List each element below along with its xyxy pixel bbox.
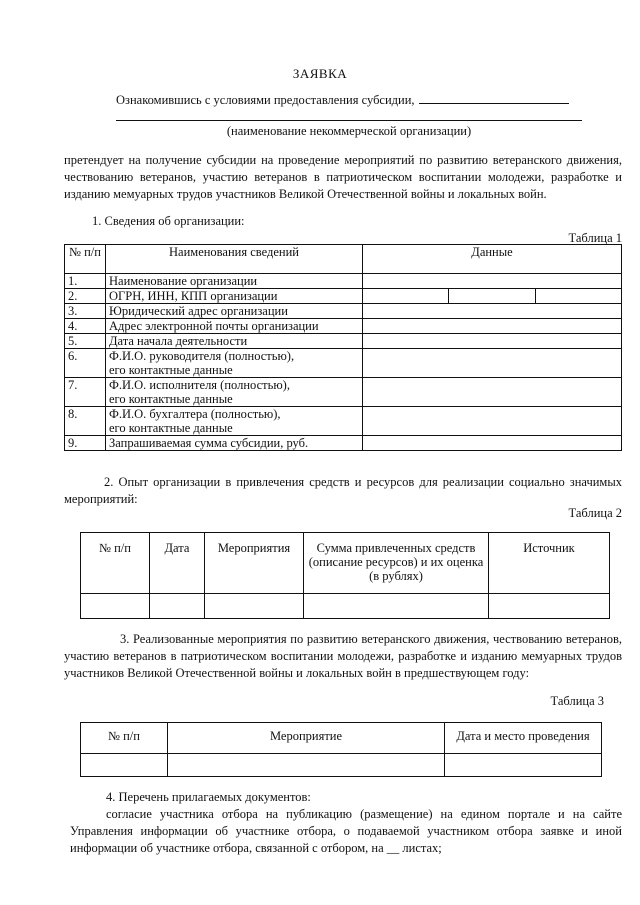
table2-label: Таблица 2: [568, 506, 622, 520]
row-label: Дата начала деятельности: [106, 334, 363, 349]
cell-date-place-field[interactable]: [445, 754, 602, 777]
row-value-split: [363, 289, 622, 304]
row-value-field[interactable]: [363, 304, 622, 319]
cell-num-field[interactable]: [81, 594, 150, 619]
row-label: Запрашиваемая сумма субсидии, руб.: [106, 436, 363, 451]
section3-heading: 3. Реализованные мероприятия по развитию ветеранского движения, чествованию ветеранов, участию ветеранов в патриотическом воспитании молодежи, разработке и изданию мемуарных трудов участников Великой Отечественной войны и локальных войн в предшествующем году:: [64, 632, 622, 680]
header-data: Данные: [363, 245, 622, 274]
table-row: [65, 319, 622, 334]
row-label: ОГРН, ИНН, КПП организации: [106, 289, 363, 304]
row-num: 2.: [65, 289, 106, 304]
table-header-row: [65, 245, 622, 274]
row-num: 3.: [65, 304, 106, 319]
intro-line: [116, 93, 569, 108]
row-num: 7.: [65, 378, 106, 407]
header-num: № п/п: [65, 245, 106, 274]
table1-label: Таблица 1: [568, 231, 622, 245]
table-row: [65, 274, 622, 289]
row-label-line1: Ф.И.О. руководителя (полностью),: [109, 349, 295, 363]
row-label-line2: его контактные данные: [109, 363, 233, 377]
section2-heading: 2. Опыт организации в привлечения средств и ресурсов для реализации социально значимых мероприятий:: [64, 475, 622, 506]
row-num: 4.: [65, 319, 106, 334]
header-date: Дата: [150, 533, 205, 594]
table-header-row: [81, 723, 602, 754]
org-name-blank: [419, 102, 569, 104]
inn-field[interactable]: [449, 289, 535, 303]
table-row: [65, 436, 622, 451]
row-label: Наименование организации: [106, 274, 363, 289]
row-value-field[interactable]: [363, 378, 622, 407]
header-num: № п/п: [81, 723, 168, 754]
table-events: [80, 722, 602, 777]
row-num: 6.: [65, 349, 106, 378]
ogrn-field[interactable]: [363, 289, 449, 303]
row-num: 9.: [65, 436, 106, 451]
table-experience: [80, 532, 610, 619]
row-label: [106, 407, 363, 436]
table-row: [81, 754, 602, 777]
section4-text: согласие участника отбора на публикацию (размещение) на едином портале и на сайте Управления информации об участнике отбора, о подаваемой участником отбора заявке и иной информации об участнике отбора, связанной с отбором, на __ листах;: [70, 807, 622, 855]
table-row: [65, 334, 622, 349]
table-row: [65, 349, 622, 378]
header-event: Мероприятие: [168, 723, 445, 754]
table-header-row: [81, 533, 610, 594]
org-name-line: [116, 120, 582, 121]
row-value-field[interactable]: [363, 319, 622, 334]
header-num: № п/п: [81, 533, 150, 594]
header-source: Источник: [489, 533, 610, 594]
row-label: [106, 349, 363, 378]
kpp-field[interactable]: [536, 289, 621, 303]
row-value-field[interactable]: [363, 334, 622, 349]
row-label-line1: Ф.И.О. исполнителя (полностью),: [109, 378, 290, 392]
row-value-field[interactable]: [363, 349, 622, 378]
section1-heading: 1. Сведения об организации:: [92, 214, 245, 228]
row-num: 8.: [65, 407, 106, 436]
org-name-caption: (наименование некоммерческой организации): [226, 124, 472, 138]
header-events: Мероприятия: [205, 533, 304, 594]
cell-amount-field[interactable]: [304, 594, 489, 619]
table-row: [65, 304, 622, 319]
cell-events-field[interactable]: [205, 594, 304, 619]
table-row: [65, 378, 622, 407]
cell-num-field[interactable]: [81, 754, 168, 777]
row-label-line1: Ф.И.О. бухгалтера (полностью),: [109, 407, 281, 421]
row-value-field[interactable]: [363, 407, 622, 436]
cell-source-field[interactable]: [489, 594, 610, 619]
table-organization-info: [64, 244, 622, 451]
document-title: ЗАЯВКА: [292, 66, 348, 81]
row-value-field[interactable]: [363, 436, 622, 451]
header-amount: Сумма привлеченных средств (описание ресурсов) и их оценка (в рублях): [304, 533, 489, 594]
cell-event-field[interactable]: [168, 754, 445, 777]
header-date-place: Дата и место проведения: [445, 723, 602, 754]
row-value-field[interactable]: [363, 274, 622, 289]
table-row: [65, 289, 622, 304]
row-label-line2: его контактные данные: [109, 421, 233, 435]
row-label: Адрес электронной почты организации: [106, 319, 363, 334]
row-label: [106, 378, 363, 407]
row-label-line2: его контактные данные: [109, 392, 233, 406]
table3-label: Таблица 3: [550, 694, 604, 708]
header-name: Наименования сведений: [106, 245, 363, 274]
row-num: 5.: [65, 334, 106, 349]
intro-text: Ознакомившись с условиями предоставления субсидии,: [116, 93, 415, 107]
section4-heading: 4. Перечень прилагаемых документов:: [106, 790, 311, 804]
table-row: [81, 594, 610, 619]
row-num: 1.: [65, 274, 106, 289]
row-label: Юридический адрес организации: [106, 304, 363, 319]
purpose-paragraph: претендует на получение субсидии на проведение мероприятий по развитию ветеранского движения, чествованию ветеранов, участию ветеранов в патриотическом воспитании молодежи, разработке и изданию мемуарных трудов участников Великой Отечественной войны и локальных войн.: [64, 153, 622, 201]
table-row: [65, 407, 622, 436]
cell-date-field[interactable]: [150, 594, 205, 619]
